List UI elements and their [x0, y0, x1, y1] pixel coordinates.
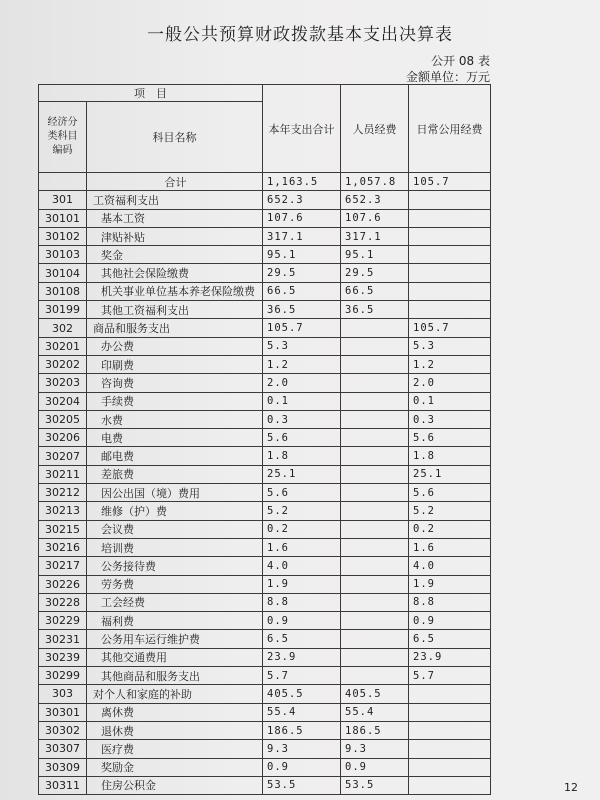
name-cell: 奖金 [87, 246, 263, 264]
personnel-cell: 55.4 [341, 703, 409, 721]
name-cell: 维修（护）费 [87, 502, 263, 520]
public-cell [409, 209, 491, 227]
code-cell: 30103 [39, 246, 87, 264]
code-cell: 303 [39, 685, 87, 703]
total-cell: 0.9 [263, 758, 341, 776]
total-header: 本年支出合计 [263, 85, 341, 173]
total-cell: 5.6 [263, 484, 341, 502]
name-cell: 奖励金 [87, 758, 263, 776]
name-cell: 商品和服务支出 [87, 319, 263, 337]
personnel-cell [341, 374, 409, 392]
name-cell: 会议费 [87, 520, 263, 538]
public-cell: 1.8 [409, 447, 491, 465]
personnel-cell [341, 667, 409, 685]
personnel-cell [341, 319, 409, 337]
public-cell [409, 301, 491, 319]
name-cell: 基本工资 [87, 209, 263, 227]
code-cell: 30104 [39, 264, 87, 282]
public-cell: 1.9 [409, 575, 491, 593]
public-cell: 0.9 [409, 612, 491, 630]
code-cell: 30101 [39, 209, 87, 227]
public-cell: 105.7 [409, 173, 491, 191]
name-cell: 劳务费 [87, 575, 263, 593]
amount-unit: 金额单位：万元 [405, 70, 490, 84]
table-row [39, 740, 491, 758]
total-cell: 317.1 [263, 227, 341, 245]
public-cell [409, 282, 491, 300]
page-number: 12 [564, 781, 578, 794]
code-cell: 30199 [39, 301, 87, 319]
code-cell: 30204 [39, 392, 87, 410]
name-cell: 咨询费 [87, 374, 263, 392]
total-cell: 95.1 [263, 246, 341, 264]
personnel-cell [341, 575, 409, 593]
personnel-cell [341, 337, 409, 355]
name-cell: 退休费 [87, 721, 263, 739]
name-cell: 其他社会保险缴费 [87, 264, 263, 282]
name-cell: 离休费 [87, 703, 263, 721]
code-cell: 30211 [39, 465, 87, 483]
personnel-cell: 652.3 [341, 191, 409, 209]
code-cell: 30206 [39, 429, 87, 447]
total-cell: 1.6 [263, 538, 341, 556]
personnel-header: 人员经费 [341, 85, 409, 173]
code-header: 经济分类科目编码 [39, 102, 87, 173]
personnel-cell: 1,057.8 [341, 173, 409, 191]
code-cell: 30213 [39, 502, 87, 520]
table-row [39, 538, 491, 556]
public-cell [409, 776, 491, 794]
name-cell: 合计 [87, 173, 263, 191]
total-cell: 5.3 [263, 337, 341, 355]
total-cell: 1,163.5 [263, 173, 341, 191]
public-header: 日常公用经费 [409, 85, 491, 173]
personnel-cell: 107.6 [341, 209, 409, 227]
table-row [39, 703, 491, 721]
public-cell [409, 227, 491, 245]
public-cell [409, 685, 491, 703]
table-body [39, 173, 491, 795]
code-cell: 30201 [39, 337, 87, 355]
name-cell: 住房公积金 [87, 776, 263, 794]
total-cell: 9.3 [263, 740, 341, 758]
total-cell: 405.5 [263, 685, 341, 703]
code-cell: 30239 [39, 648, 87, 666]
name-cell: 公务用车运行维护费 [87, 630, 263, 648]
personnel-cell: 9.3 [341, 740, 409, 758]
page-title: 一般公共预算财政拨款基本支出决算表 [147, 25, 453, 45]
table-row [39, 776, 491, 794]
total-cell: 652.3 [263, 191, 341, 209]
table-row [39, 502, 491, 520]
code-cell: 30203 [39, 374, 87, 392]
public-cell: 6.5 [409, 630, 491, 648]
total-cell: 0.9 [263, 612, 341, 630]
code-cell: 30302 [39, 721, 87, 739]
public-cell: 1.6 [409, 538, 491, 556]
table-row [39, 612, 491, 630]
name-cell: 手续费 [87, 392, 263, 410]
public-cell: 8.8 [409, 593, 491, 611]
name-cell: 办公费 [87, 337, 263, 355]
total-cell: 107.6 [263, 209, 341, 227]
table-row [39, 667, 491, 685]
personnel-cell [341, 593, 409, 611]
public-cell [409, 721, 491, 739]
public-cell: 2.0 [409, 374, 491, 392]
total-cell: 53.5 [263, 776, 341, 794]
total-cell: 66.5 [263, 282, 341, 300]
total-cell: 5.2 [263, 502, 341, 520]
personnel-cell: 36.5 [341, 301, 409, 319]
name-cell: 福利费 [87, 612, 263, 630]
total-cell: 0.2 [263, 520, 341, 538]
personnel-cell [341, 410, 409, 428]
total-cell: 5.6 [263, 429, 341, 447]
table-row [39, 337, 491, 355]
table-row [39, 209, 491, 227]
name-cell: 公务接待费 [87, 557, 263, 575]
code-cell: 30205 [39, 410, 87, 428]
code-cell: 30229 [39, 612, 87, 630]
total-cell: 23.9 [263, 648, 341, 666]
public-cell [409, 758, 491, 776]
personnel-cell: 66.5 [341, 282, 409, 300]
total-cell: 29.5 [263, 264, 341, 282]
public-cell: 0.3 [409, 410, 491, 428]
table-row [39, 392, 491, 410]
total-cell: 1.2 [263, 355, 341, 373]
table-row [39, 630, 491, 648]
personnel-cell: 317.1 [341, 227, 409, 245]
name-cell: 印刷费 [87, 355, 263, 373]
personnel-cell [341, 484, 409, 502]
personnel-cell: 53.5 [341, 776, 409, 794]
personnel-cell [341, 612, 409, 630]
public-cell: 23.9 [409, 648, 491, 666]
expenditure-table [38, 84, 491, 795]
code-cell: 30309 [39, 758, 87, 776]
code-cell: 30228 [39, 593, 87, 611]
name-cell: 对个人和家庭的补助 [87, 685, 263, 703]
code-cell: 30108 [39, 282, 87, 300]
table-row [39, 721, 491, 739]
name-cell: 水费 [87, 410, 263, 428]
name-cell: 工会经费 [87, 593, 263, 611]
table-row [39, 447, 491, 465]
public-cell [409, 703, 491, 721]
public-cell: 5.6 [409, 429, 491, 447]
personnel-cell [341, 392, 409, 410]
table-row [39, 648, 491, 666]
header-row [39, 85, 491, 102]
table-row [39, 191, 491, 209]
public-cell [409, 191, 491, 209]
name-cell: 其他商品和服务支出 [87, 667, 263, 685]
total-cell: 55.4 [263, 703, 341, 721]
public-cell: 25.1 [409, 465, 491, 483]
total-row [39, 173, 491, 191]
total-cell: 186.5 [263, 721, 341, 739]
public-cell [409, 246, 491, 264]
name-cell: 其他交通费用 [87, 648, 263, 666]
public-cell [409, 264, 491, 282]
public-cell: 5.7 [409, 667, 491, 685]
table-row [39, 685, 491, 703]
personnel-cell [341, 630, 409, 648]
code-cell: 30231 [39, 630, 87, 648]
personnel-cell [341, 502, 409, 520]
code-cell: 30207 [39, 447, 87, 465]
table-row [39, 319, 491, 337]
name-cell: 机关事业单位基本养老保险缴费 [87, 282, 263, 300]
personnel-cell [341, 520, 409, 538]
public-cell: 105.7 [409, 319, 491, 337]
public-cell: 4.0 [409, 557, 491, 575]
total-cell: 36.5 [263, 301, 341, 319]
personnel-cell: 405.5 [341, 685, 409, 703]
name-cell: 因公出国（境）费用 [87, 484, 263, 502]
total-cell: 2.0 [263, 374, 341, 392]
code-cell: 30226 [39, 575, 87, 593]
table-row [39, 593, 491, 611]
public-cell: 0.1 [409, 392, 491, 410]
total-cell: 0.1 [263, 392, 341, 410]
table-row [39, 264, 491, 282]
table-row [39, 227, 491, 245]
code-cell: 30301 [39, 703, 87, 721]
code-cell: 30216 [39, 538, 87, 556]
personnel-cell: 95.1 [341, 246, 409, 264]
total-cell: 0.3 [263, 410, 341, 428]
name-cell: 电费 [87, 429, 263, 447]
code-cell: 30202 [39, 355, 87, 373]
public-cell: 5.2 [409, 502, 491, 520]
table-row [39, 575, 491, 593]
code-cell: 302 [39, 319, 87, 337]
total-cell: 8.8 [263, 593, 341, 611]
personnel-cell [341, 429, 409, 447]
name-cell: 医疗费 [87, 740, 263, 758]
public-cell: 5.6 [409, 484, 491, 502]
total-cell: 105.7 [263, 319, 341, 337]
name-cell: 邮电费 [87, 447, 263, 465]
code-cell: 301 [39, 191, 87, 209]
total-cell: 4.0 [263, 557, 341, 575]
total-cell: 6.5 [263, 630, 341, 648]
code-cell: 30215 [39, 520, 87, 538]
name-header: 科目名称 [87, 102, 263, 173]
code-cell: 30212 [39, 484, 87, 502]
personnel-cell [341, 557, 409, 575]
name-cell: 培训费 [87, 538, 263, 556]
personnel-cell [341, 648, 409, 666]
table-row [39, 246, 491, 264]
table-row [39, 465, 491, 483]
total-cell: 25.1 [263, 465, 341, 483]
project-header: 项 目 [39, 85, 263, 102]
name-cell: 工资福利支出 [87, 191, 263, 209]
code-cell [39, 173, 87, 191]
table-row [39, 374, 491, 392]
total-cell: 1.9 [263, 575, 341, 593]
form-number: 公开 08 表 [431, 54, 490, 68]
public-cell: 0.2 [409, 520, 491, 538]
personnel-cell [341, 538, 409, 556]
personnel-cell [341, 355, 409, 373]
code-cell: 30311 [39, 776, 87, 794]
public-cell: 1.2 [409, 355, 491, 373]
name-cell: 差旅费 [87, 465, 263, 483]
personnel-cell [341, 447, 409, 465]
code-cell: 30307 [39, 740, 87, 758]
table-row [39, 282, 491, 300]
total-cell: 1.8 [263, 447, 341, 465]
table-row [39, 484, 491, 502]
name-cell: 津贴补贴 [87, 227, 263, 245]
table-row [39, 410, 491, 428]
personnel-cell: 0.9 [341, 758, 409, 776]
table-row [39, 355, 491, 373]
table-row [39, 758, 491, 776]
code-cell: 30102 [39, 227, 87, 245]
table-row [39, 520, 491, 538]
personnel-cell [341, 465, 409, 483]
personnel-cell: 186.5 [341, 721, 409, 739]
total-cell: 5.7 [263, 667, 341, 685]
personnel-cell: 29.5 [341, 264, 409, 282]
table-row [39, 557, 491, 575]
public-cell [409, 740, 491, 758]
table-row [39, 429, 491, 447]
code-cell: 30299 [39, 667, 87, 685]
code-cell: 30217 [39, 557, 87, 575]
name-cell: 其他工资福利支出 [87, 301, 263, 319]
table-row [39, 301, 491, 319]
public-cell: 5.3 [409, 337, 491, 355]
